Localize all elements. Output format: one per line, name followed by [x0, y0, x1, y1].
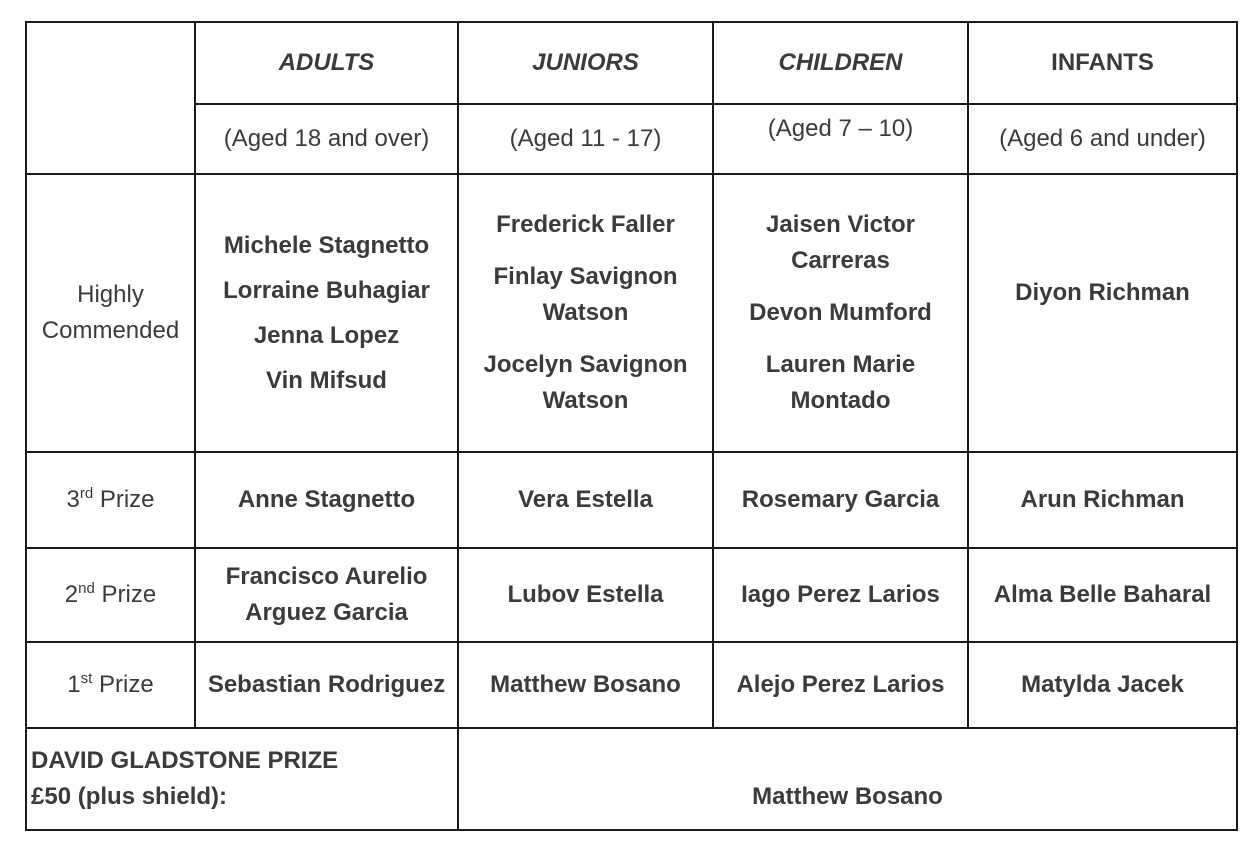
winner-name: Diyon Richman [1015, 279, 1190, 306]
winner-name-line: Finlay Savignon [493, 263, 678, 290]
prize-word: Prize [99, 486, 155, 513]
prize-word: Prize [101, 581, 157, 608]
special-prize-label [26, 728, 458, 830]
winner-name-line: Francisco Aurelio [225, 563, 428, 590]
first-adults-cell: Sebastian Rodriguez [195, 642, 458, 728]
special-prize-title: DAVID GLADSTONE PRIZE [31, 747, 339, 774]
winner-name: Jenna Lopez [253, 321, 400, 349]
third-adults-cell: Anne Stagnetto [195, 452, 458, 548]
prize-ordinal-suffix: rd [79, 485, 94, 502]
age-adults: (Aged 18 and over) [195, 104, 458, 174]
first-children-cell: Alejo Perez Larios [713, 642, 968, 728]
winner-name: Vin Mifsud [266, 366, 387, 394]
second-infants-cell: Alma Belle Baharal [968, 548, 1237, 642]
winner-name: Michele Stagnetto [223, 231, 430, 259]
winner-name-line: Montado [790, 387, 891, 414]
prize-ordinal-suffix: nd [78, 580, 95, 597]
hc-infants-cell [968, 174, 1237, 452]
age-range-row [26, 104, 1237, 174]
prize-number: 2 [64, 581, 79, 608]
second-adults-cell [195, 548, 458, 642]
row-label-line: Highly [77, 281, 144, 308]
winner-name-line: Watson [542, 299, 629, 326]
winner-name: Lorraine Buhagiar [223, 276, 430, 304]
hc-children-cell [713, 174, 968, 452]
row-label-line: Commended [41, 317, 180, 344]
row-label-second-prize [26, 548, 195, 642]
special-prize-row [26, 728, 1237, 830]
third-infants-cell: Arun Richman [968, 452, 1237, 548]
second-children-cell: Iago Perez Larios [713, 548, 968, 642]
winner-name-line: Jocelyn Savignon [483, 351, 688, 378]
winner-name [463, 347, 708, 419]
header-juniors: JUNIORS [458, 22, 713, 104]
age-juniors: (Aged 11 - 17) [458, 104, 713, 174]
category-header-row [26, 22, 1237, 104]
first-infants-cell: Matylda Jacek [968, 642, 1237, 728]
highly-commended-row [26, 174, 1237, 452]
winner-name-line: Watson [542, 387, 629, 414]
winner-name-line: Devon Mumford [749, 299, 932, 326]
winner-name-line: Arguez Garcia [245, 599, 408, 626]
age-children: (Aged 7 – 10) [713, 104, 968, 174]
corner-cell [26, 22, 195, 174]
winner-name-line: Carreras [791, 247, 890, 274]
prize-number: 1 [67, 671, 81, 698]
age-infants: (Aged 6 and under) [968, 104, 1237, 174]
prize-ordinal-suffix: st [80, 670, 93, 687]
special-prize-amount: £50 (plus shield): [31, 783, 228, 810]
header-children: CHILDREN [713, 22, 968, 104]
special-prize-winner: Matthew Bosano [458, 728, 1237, 830]
hc-juniors-cell [458, 174, 713, 452]
header-adults: ADULTS [195, 22, 458, 104]
winner-name-line: Frederick Faller [496, 211, 675, 238]
prize-number: 3 [66, 486, 80, 513]
first-juniors-cell: Matthew Bosano [458, 642, 713, 728]
third-juniors-cell: Vera Estella [458, 452, 713, 548]
winner-name [463, 259, 708, 331]
winner-name [718, 347, 963, 419]
row-label-third-prize [26, 452, 195, 548]
winner-name [718, 207, 963, 279]
row-label-highly-commended [26, 174, 195, 452]
row-label-first-prize [26, 642, 195, 728]
winner-name [718, 295, 963, 331]
second-prize-row [26, 548, 1237, 642]
prize-word: Prize [99, 671, 154, 698]
third-children-cell: Rosemary Garcia [713, 452, 968, 548]
winner-name [463, 207, 708, 243]
prize-winners-table [25, 21, 1238, 831]
second-juniors-cell: Lubov Estella [458, 548, 713, 642]
first-prize-row [26, 642, 1237, 728]
hc-adults-cell [195, 174, 458, 452]
header-infants: INFANTS [968, 22, 1237, 104]
winner-name-line: Jaisen Victor [766, 211, 915, 238]
third-prize-row [26, 452, 1237, 548]
winner-name-line: Lauren Marie [765, 351, 916, 378]
